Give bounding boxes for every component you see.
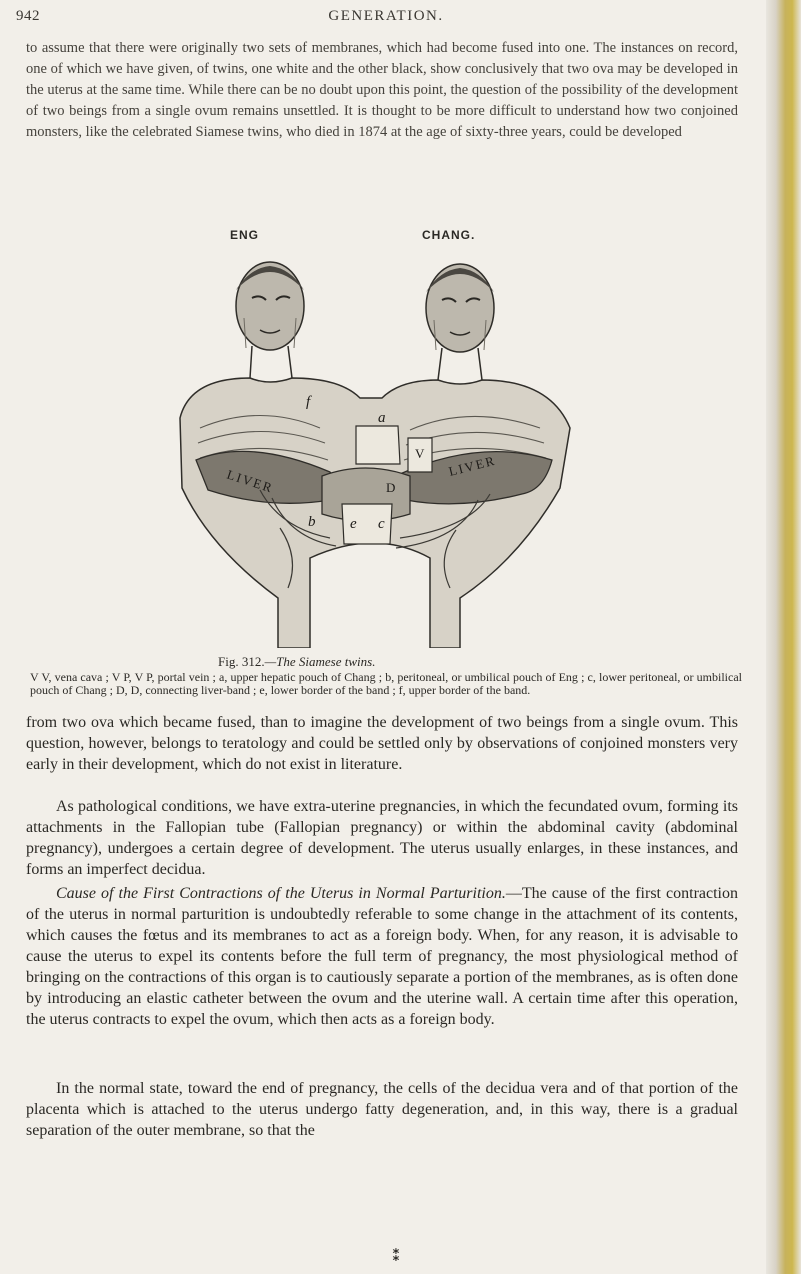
figure-label-chang: CHANG. <box>422 228 476 242</box>
label-b: b <box>308 514 316 530</box>
figure-label-eng: ENG <box>230 228 260 242</box>
label-a: a <box>378 410 386 426</box>
figure-caption-title <box>218 654 375 670</box>
label-liver-left: LIVER <box>225 466 276 496</box>
label-c: c <box>378 516 385 532</box>
label-d: D <box>386 480 398 495</box>
anatomical-illustration <box>160 228 590 648</box>
page-header <box>16 8 756 30</box>
paragraph-top: to assume that there were originally two sets of membranes, which had become fused into one. The instances on record, one of which we have given, of twins, one white and the other black, show conclusively that two ova may be developed in the uterus at the same time. While there can be no doubt upon this point, the question of the possibility of the development of two beings from a single ovum remains unsettled. It is thought to be more difficult to understand how two conjoined monsters, like the celebrated Siamese twins, who died in 1874 at the age of sixty-three years, could be developed <box>26 40 738 140</box>
label-f: f <box>306 394 311 410</box>
footer-mark: ⁑ <box>392 1248 401 1265</box>
figure-title: —The Siamese twins. <box>264 654 376 669</box>
page-edge <box>766 0 801 1274</box>
paragraph-cause <box>26 883 738 1030</box>
label-e: e <box>350 516 357 532</box>
paragraph-cause-body: —The cause of the first contraction of the uterus in normal parturition is undoubtedly referable to some change in the attachment of its contents, which causes the fœtus and its membranes to act as a foreign body. When, for any reason, it is advisable to cause the uterus to expel its contents before the full term of pregnancy, the most physiological method of bringing on the contractions of this organ is to cautiously separate a portion of the membranes, as is often done by introducing an elastic catheter between the ovum and the uterine wall. A certain time after this operation, the uterus contracts to expel the ovum, which then acts as a foreign body. <box>26 885 738 1028</box>
label-liver-right: LIVER <box>447 452 498 479</box>
head-eng-illustration <box>236 262 304 350</box>
paragraph-pathological: As pathological conditions, we have extra-uterine pregnancies, in which the fecundated ovum, forming its attachments in the Fallopian tube (Fallopian pregnancy) or within the abdominal cavity (abdominal pregnancy), undergoes a certain degree of development. The uterus usually enlarges, in these instances, and forms an imperfect decidua. <box>26 798 738 878</box>
sideheading-cause: Cause of the First Contractions of the Uterus in Normal Parturition. <box>56 885 506 902</box>
running-head: GENERATION. <box>328 8 444 24</box>
paragraph-continuation: from two ova which became fused, than to imagine the development of two beings from a single ovum. This question, however, belongs to teratology and could be settled only by observations of conjoined monsters very early in their development, which do not exist in literature. <box>26 714 738 773</box>
paragraph-normal-state: In the normal state, toward the end of pregnancy, the cells of the decidua vera and of that portion of the placenta which is attached to the uterus undergo fatty degeneration, and, in this way, there is a gradual separation of the outer membrane, so that the <box>26 1080 738 1139</box>
figure-number: Fig. 312. <box>218 654 265 669</box>
label-v: V <box>415 446 427 461</box>
page-number: 942 <box>16 8 40 24</box>
head-chang-illustration <box>426 264 494 352</box>
figure-caption-text: V V, vena cava ; V P, V P, portal vein ; a, upper hepatic pouch of Chang ; b, peritoneal, or umbilical pouch of Eng ; c, lower peritoneal, or umbilical pouch of Chang ; D, D, connecting liver-band ; e, lower border of the band ; f, upper border of the band. <box>30 670 742 697</box>
figure-siamese-twins <box>160 228 590 648</box>
